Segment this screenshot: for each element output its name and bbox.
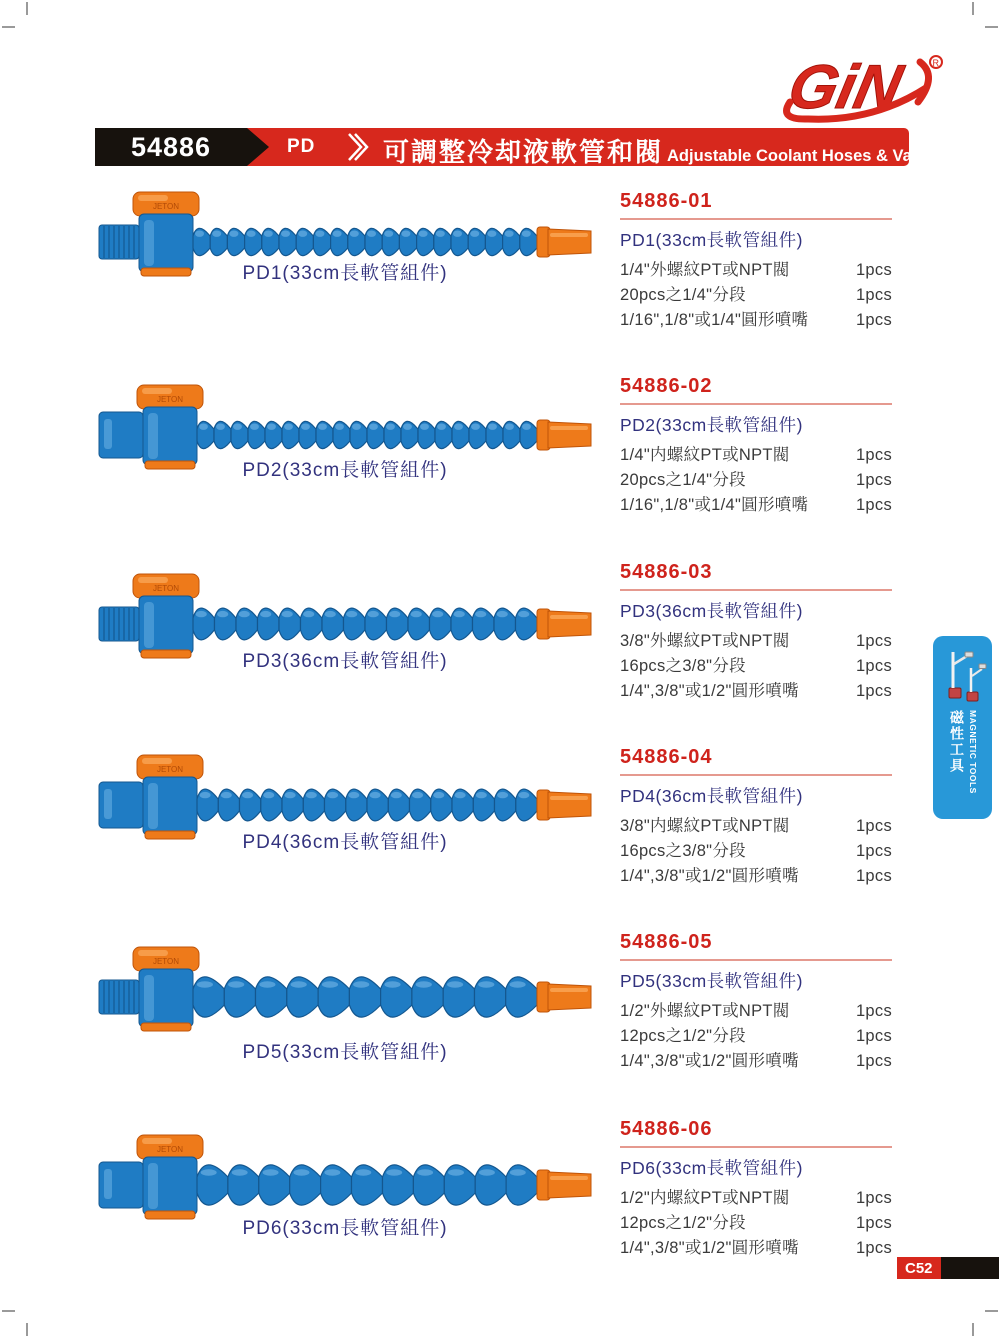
chevron-right-icon bbox=[343, 132, 371, 167]
spec-item: 1/16",1/8"或1/4"圓形噴嘴 bbox=[620, 311, 809, 329]
crop-mark bbox=[985, 1310, 998, 1312]
svg-text:JETON: JETON bbox=[156, 1145, 184, 1154]
product-name: PD3(36cm長軟管組件) bbox=[620, 601, 803, 621]
spec-qty: 1pcs bbox=[855, 286, 892, 304]
spec-qty: 1pcs bbox=[855, 817, 892, 835]
spec-item: 1/16",1/8"或1/4"圓形噴嘴 bbox=[620, 496, 809, 514]
spec-item: 20pcs之1/4"分段 bbox=[620, 471, 746, 489]
product-caption: PD5(33cm長軟管組件) bbox=[242, 1042, 448, 1063]
spec-item: 12pcs之1/2"分段 bbox=[620, 1027, 746, 1045]
spec-row bbox=[620, 864, 892, 889]
magnetic-stand-icon bbox=[939, 642, 987, 708]
divider bbox=[620, 218, 892, 220]
crop-mark bbox=[26, 2, 28, 15]
spec-item: 1/2"外螺紋PT或NPT閥 bbox=[620, 1002, 790, 1020]
product-caption: PD1(33cm長軟管組件) bbox=[242, 263, 448, 284]
header-arrow-shape bbox=[247, 128, 269, 166]
product-row-pd1 bbox=[95, 190, 907, 358]
spec-row bbox=[620, 308, 892, 333]
spec-row bbox=[620, 1186, 892, 1211]
page-title-en: Adjustable Coolant Hoses & Valves bbox=[667, 147, 944, 165]
page-number-bar bbox=[941, 1257, 999, 1279]
spec-qty: 1pcs bbox=[855, 1214, 892, 1232]
product-row-pd5 bbox=[95, 931, 907, 1099]
divider bbox=[620, 403, 892, 405]
section-code: 54886 bbox=[130, 131, 212, 162]
spec-item: 1/4",3/8"或1/2"圓形噴嘴 bbox=[620, 1239, 799, 1257]
section-header-bar bbox=[95, 128, 944, 167]
divider bbox=[620, 774, 892, 776]
spec-qty: 1pcs bbox=[855, 471, 892, 489]
brand-logo bbox=[768, 50, 958, 126]
crop-mark bbox=[972, 2, 974, 15]
product-row-pd3 bbox=[95, 561, 907, 729]
spec-row bbox=[620, 1236, 892, 1261]
product-code: 54886-05 bbox=[620, 931, 713, 953]
spec-row bbox=[620, 283, 892, 308]
category-tab-magnetic-tools[interactable] bbox=[933, 636, 992, 819]
spec-qty: 1pcs bbox=[855, 1027, 892, 1045]
product-name: PD4(36cm長軟管組件) bbox=[620, 786, 803, 806]
product-caption: PD4(36cm長軟管組件) bbox=[242, 832, 448, 853]
spec-qty: 1pcs bbox=[855, 842, 892, 860]
spec-item: 12pcs之1/2"分段 bbox=[620, 1214, 746, 1232]
spec-qty: 1pcs bbox=[855, 1052, 892, 1070]
spec-row bbox=[620, 814, 892, 839]
spec-row bbox=[620, 839, 892, 864]
crop-mark bbox=[2, 26, 15, 28]
spec-row bbox=[620, 443, 892, 468]
product-row-pd6 bbox=[95, 1118, 907, 1286]
product-name: PD2(33cm長軟管組件) bbox=[620, 415, 803, 435]
product-caption: PD2(33cm長軟管組件) bbox=[242, 460, 448, 481]
spec-row bbox=[620, 679, 892, 704]
product-code: 54886-03 bbox=[620, 561, 713, 583]
svg-text:JETON: JETON bbox=[152, 584, 180, 593]
spec-qty: 1pcs bbox=[855, 311, 892, 329]
spec-qty: 1pcs bbox=[855, 1002, 892, 1020]
product-name: PD1(33cm長軟管組件) bbox=[620, 230, 803, 250]
product-code: 54886-06 bbox=[620, 1118, 713, 1140]
divider bbox=[620, 959, 892, 961]
spec-item: 16pcs之3/8"分段 bbox=[620, 657, 746, 675]
spec-item: 1/2"内螺紋PT或NPT閥 bbox=[620, 1189, 790, 1207]
spec-qty: 1pcs bbox=[855, 632, 892, 650]
crop-mark bbox=[985, 26, 998, 28]
spec-item: 3/8"外螺紋PT或NPT閥 bbox=[620, 632, 790, 650]
page-number bbox=[897, 1257, 999, 1279]
spec-qty: 1pcs bbox=[855, 867, 892, 885]
tab-label-zh: 磁性工具 bbox=[949, 710, 965, 774]
spec-qty: 1pcs bbox=[855, 1239, 892, 1257]
product-image-pd5 bbox=[95, 945, 595, 1045]
crop-mark bbox=[26, 1323, 28, 1336]
spec-row bbox=[620, 258, 892, 283]
spec-item: 20pcs之1/4"分段 bbox=[620, 286, 746, 304]
spec-row bbox=[620, 1211, 892, 1236]
logo-text-glyph: GiN bbox=[782, 52, 908, 122]
spec-item: 3/8"内螺紋PT或NPT閥 bbox=[620, 817, 790, 835]
spec-qty: 1pcs bbox=[855, 657, 892, 675]
spec-item: 1/4",3/8"或1/2"圓形噴嘴 bbox=[620, 1052, 799, 1070]
spec-row bbox=[620, 493, 892, 518]
spec-row bbox=[620, 999, 892, 1024]
crop-mark bbox=[972, 1323, 974, 1336]
section-code-box bbox=[95, 128, 247, 166]
spec-qty: 1pcs bbox=[855, 682, 892, 700]
spec-qty: 1pcs bbox=[855, 261, 892, 279]
product-code: 54886-02 bbox=[620, 375, 713, 397]
spec-row bbox=[620, 629, 892, 654]
spec-row bbox=[620, 1049, 892, 1074]
spec-qty: 1pcs bbox=[855, 1189, 892, 1207]
product-caption: PD6(33cm長軟管組件) bbox=[242, 1218, 448, 1239]
svg-text:JETON: JETON bbox=[152, 202, 180, 211]
product-row-pd2 bbox=[95, 375, 907, 543]
page-number-label: C52 bbox=[897, 1257, 941, 1279]
product-row-pd4 bbox=[95, 746, 907, 914]
series-label: PD bbox=[287, 136, 316, 157]
product-name: PD6(33cm長軟管組件) bbox=[620, 1158, 803, 1178]
spec-item: 16pcs之3/8"分段 bbox=[620, 842, 746, 860]
spec-item: 1/4",3/8"或1/2"圓形噴嘴 bbox=[620, 682, 799, 700]
product-caption: PD3(36cm長軟管組件) bbox=[242, 651, 448, 672]
divider bbox=[620, 1146, 892, 1148]
spec-item: 1/4",3/8"或1/2"圓形噴嘴 bbox=[620, 867, 799, 885]
spec-qty: 1pcs bbox=[855, 446, 892, 464]
svg-text:JETON: JETON bbox=[156, 765, 184, 774]
product-code: 54886-01 bbox=[620, 190, 713, 212]
spec-row bbox=[620, 468, 892, 493]
svg-text:JETON: JETON bbox=[156, 395, 184, 404]
spec-row bbox=[620, 654, 892, 679]
page-title-zh: 可調整冷却液軟管和閥 bbox=[383, 137, 664, 167]
svg-text:JETON: JETON bbox=[152, 957, 180, 966]
product-name: PD5(33cm長軟管組件) bbox=[620, 971, 803, 991]
crop-mark bbox=[2, 1310, 15, 1312]
spec-item: 1/4"内螺紋PT或NPT閥 bbox=[620, 446, 790, 464]
spec-row bbox=[620, 1024, 892, 1049]
spec-item: 1/4"外螺紋PT或NPT閥 bbox=[620, 261, 790, 279]
divider bbox=[620, 589, 892, 591]
spec-qty: 1pcs bbox=[855, 496, 892, 514]
product-code: 54886-04 bbox=[620, 746, 713, 768]
svg-text:R: R bbox=[932, 58, 939, 68]
tab-label-en: MAGNETIC TOOLS bbox=[968, 710, 978, 794]
